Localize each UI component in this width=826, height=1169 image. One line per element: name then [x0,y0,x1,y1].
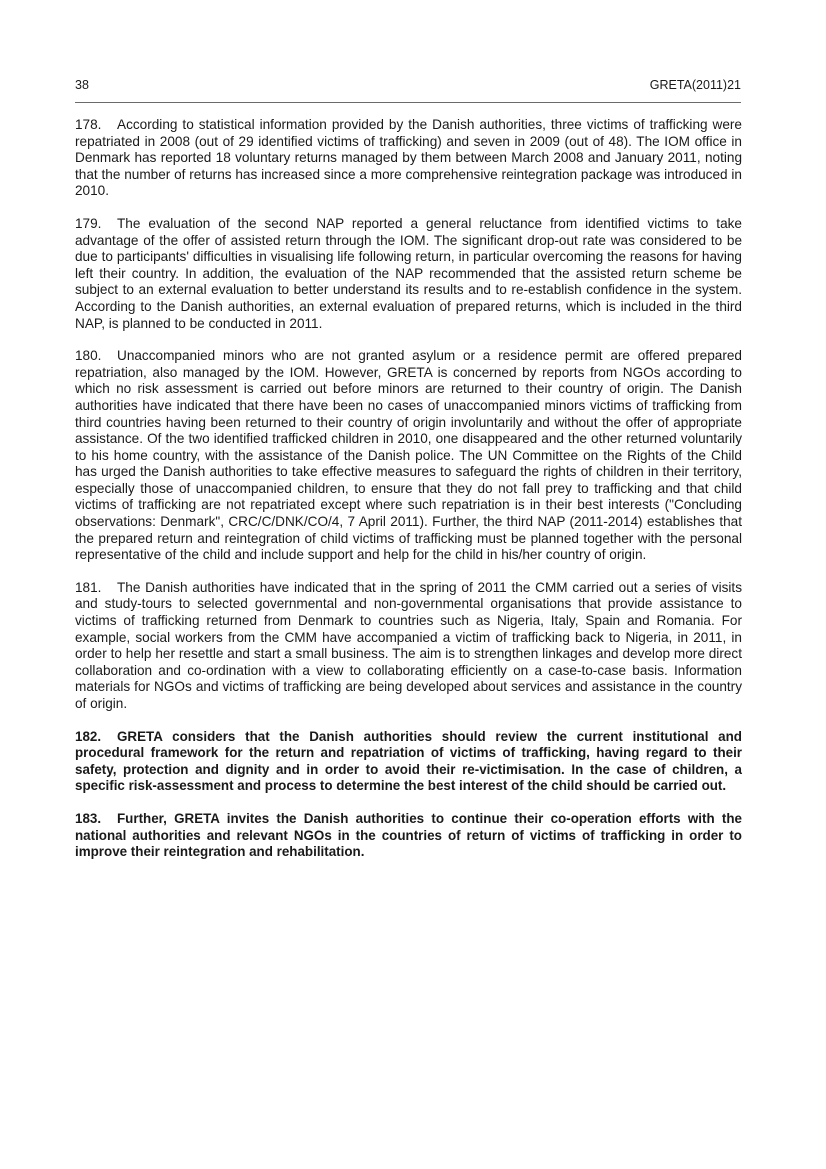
paragraph-number: 181. [75,579,102,595]
paragraph-text: Further, GRETA invites the Danish authorities to continue their co-operation efforts with the national authorities and relevant NGOs in the countries of return of victims of trafficking in order to improve their reintegration and rehabilitation. [75,810,742,860]
paragraph-183-recommendation [75,811,742,861]
paragraph-179 [75,216,742,332]
paragraph-text: GRETA considers that the Danish authorities should review the current institutional and procedural framework for the return and repatriation of victims of trafficking, having regard to their safety, protection and dignity and in order to avoid their re-victimisation. In the case of children, a specific risk-assessment and process to determine the best interest of the child should be carried out. [75,728,742,794]
document-reference: GRETA(2011)21 [649,78,741,92]
paragraph-180 [75,348,742,564]
paragraph-number: 182. [75,728,102,744]
paragraph-text: The Danish authorities have indicated that in the spring of 2011 the CMM carried out a series of visits and study-tours to selected governmental and non-governmental organisations that provide assistance to victims of trafficking returned from Denmark to countries such as Nigeria, Italy, Spain and Romania. For example, social workers from the CMM have accompanied a victim of trafficking back to Nigeria, in 2011, in order to help her resettle and start a small business. The aim is to strengthen linkages and develop more direct collaboration and co-ordination with a view to collaborating efficiently on a case-to-case basis. Information materials for NGOs and victims of trafficking are being developed about services and assistance in the country of origin. [75,579,742,711]
paragraph-text: The evaluation of the second NAP reported a general reluctance from identified victims to take advantage of the offer of assisted return through the IOM. The significant drop-out rate was considered to be due to participants' difficulties in visualising life following return, in particular overcoming the reasons for having left their country. In addition, the evaluation of the NAP recommended that the assisted return scheme be subject to an external evaluation to better understand its results and to re-establish confidence in the system. According to the Danish authorities, an external evaluation of prepared returns, which is included in the third NAP, is planned to be conducted in 2011. [75,215,742,331]
paragraph-number: 179. [75,215,102,231]
paragraph-number: 183. [75,810,102,826]
body-text [75,117,742,877]
paragraph-178 [75,117,742,200]
paragraph-181 [75,580,742,713]
paragraph-number: 178. [75,117,102,132]
paragraph-182-recommendation [75,729,742,795]
paragraph-text: Unaccompanied minors who are not granted asylum or a residence permit are offered prepared repatriation, also managed by the IOM. However, GRETA is concerned by reports from NGOs according to which no risk assessment is carried out before minors are returned to their country of origin. The Danish authorities have indicated that there have been no cases of unaccompanied minors victims of trafficking from third countries having been returned to their country of origin involuntarily and without the offer of appropriate assistance. Of the two identified trafficked children in 2010, one disappeared and the other returned voluntarily to his home country, with the assistance of the Danish police. The UN Committee on the Rights of the Child has urged the Danish authorities to take effective measures to safeguard the rights of children in their territory, especially those of unaccompanied children, to ensure that they do not fall prey to trafficking and that child victims of trafficking are not repatriated except where such repatriation is in their best interests ("Concluding observations: Denmark", CRC/C/DNK/CO/4, 7 April 2011). Further, the third NAP (2011-2014) establishes that the prepared return and reintegration of child victims of trafficking must be planned together with the personal representative of the child and include support and help for the child in his/her country of origin. [75,348,742,563]
page-header [75,78,741,103]
paragraph-number: 180. [75,348,102,364]
page-number: 38 [75,78,89,92]
paragraph-text: According to statistical information provided by the Danish authorities, three victims of trafficking were repatriated in 2008 (out of 29 identified victims of trafficking) and seven in 2009 (out of 48). The IOM office in Denmark has reported 18 voluntary returns managed by them between March 2008 and January 2011, noting that the number of returns has increased since a more comprehensive reintegration package was introduced in 2010. [75,117,742,199]
